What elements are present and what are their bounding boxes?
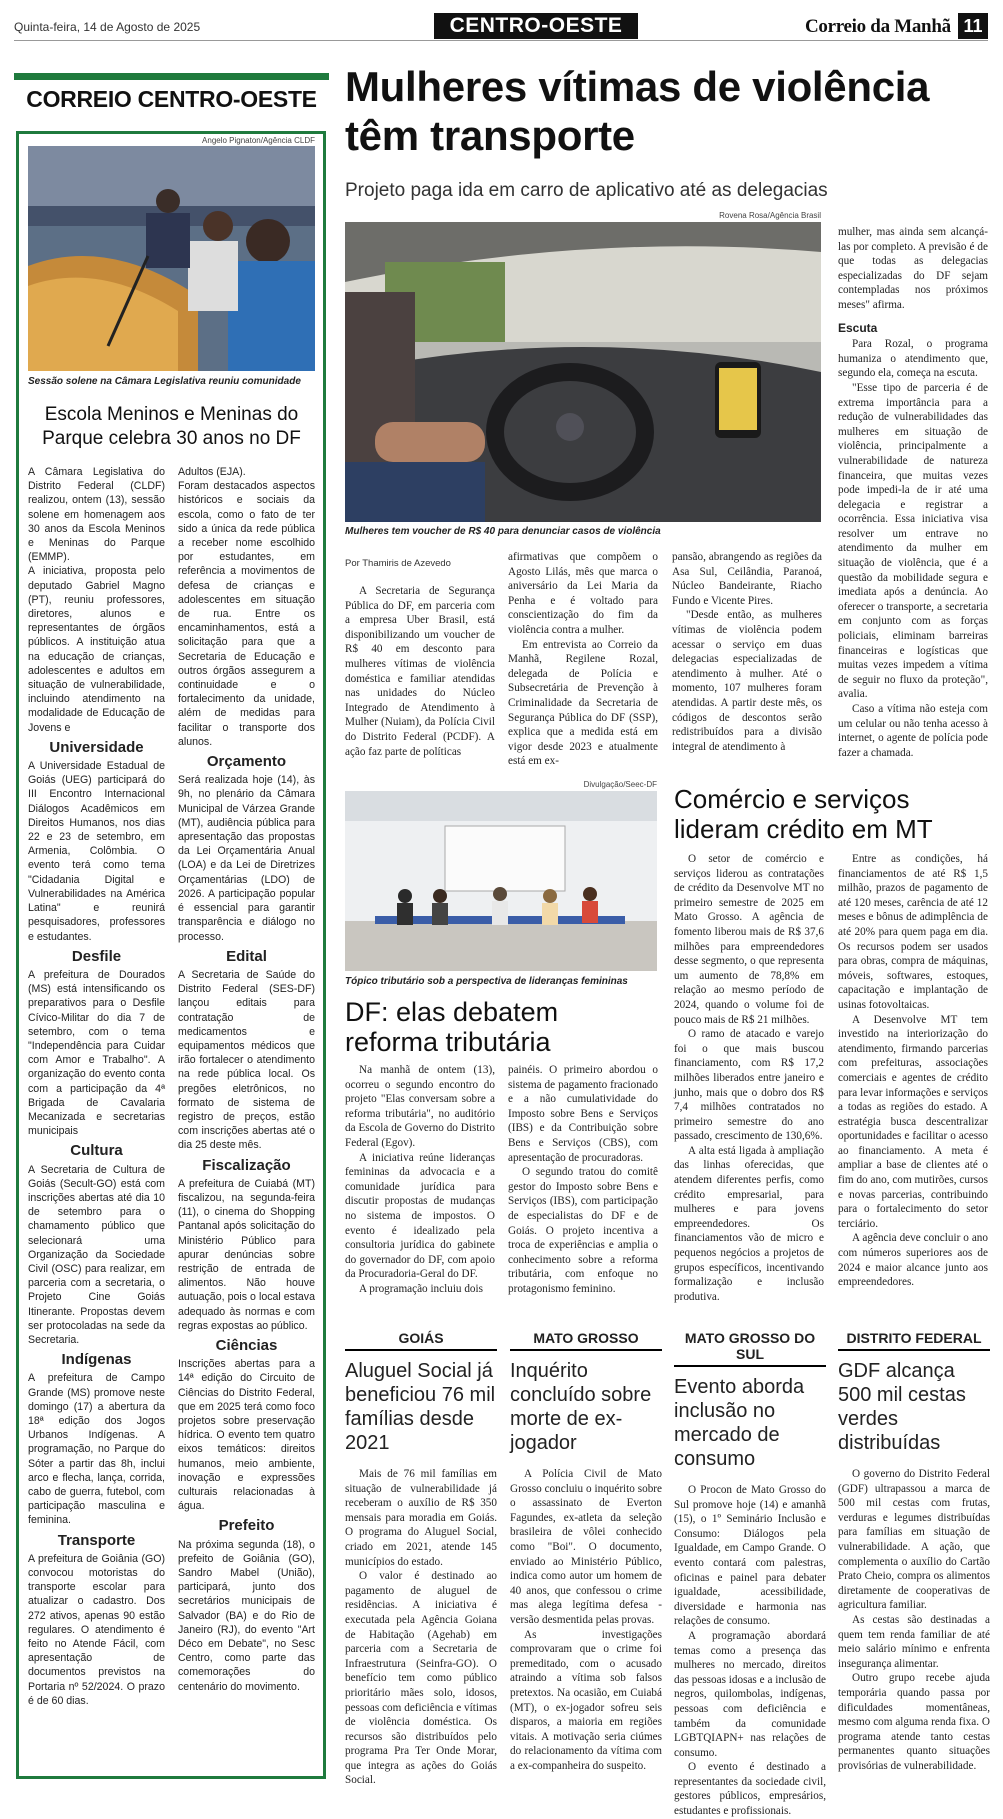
sidebar-title: CORREIO CENTRO-OESTE bbox=[26, 86, 317, 112]
mt-col-1: O setor de comércio e serviços liderou as contratações de crédito da Desenvolve MT no primeiro semestre de 2025 em Mato Grosso. A agência de fomento liberou mais de R$ 37,6 milhões para empreendedores desse segmento, o que representa um aumento de 78,8% em relação ao mesmo período de 2024, quando o volume foi de pouco mais de R$ 21 milhões. O ramo de atacado e varejo foi o que mais buscou financiamento, com R$ 17,2 milhões liberados entre janeiro e junho, mais que o dobro dos R$ 7,4 milhões contratados no primeiro semestre do ano passado, crescimento de 130,6%. A alta está ligada à ampliação das linhas oferecidas, que atendem diferentes perfis, como crédito empresarial, para mulheres e para jovens empreendedores. Os financiamentos vão de micro e pequenos negócios a projetos de grupos específicos, incentivando formalização e inclusão produtiva. bbox=[674, 853, 824, 1303]
main-subhead: Projeto paga ida em carro de aplicativo até as delegacias bbox=[345, 180, 828, 201]
mt-headline: Comércio e serviços lideram crédito em MT bbox=[674, 784, 933, 844]
brand-name: Correio da Manhã bbox=[805, 16, 951, 37]
region-label: MATO GROSSO bbox=[510, 1330, 662, 1351]
legislative-session-photo bbox=[28, 146, 315, 371]
sidebar-photo-credit: Angelo Pignaton/Agência CLDF bbox=[202, 136, 315, 145]
df-photo bbox=[345, 791, 657, 971]
region-mato-grosso-do-sul bbox=[674, 1330, 826, 1819]
df-photo-caption: Tópico tributário sob a perspectiva de lideranças femininas bbox=[345, 976, 628, 987]
main-col-2: afirmativas que compõem o Agosto Lilás, mês que marca o aniversário da Lei Maria da Penha e é voltado para conscientização do fim da violência contra a mulher. Em entrevista ao Correio da Manhã, Regilene Rozal, delegada de Polícia e Subsecretária de Prevenção à Criminalidade da Secretaria de Segurança Pública do DF (SSP), explica que a medida está em vigor desde 2023 e atualmente está em ex- bbox=[508, 551, 658, 768]
panel-debate-photo bbox=[345, 791, 657, 971]
region-body: A Polícia Civil de Mato Grosso concluiu o inquérito sobre o assassinato de Everton Fagundes, ex-atleta da seleção brasileira de vôlei conhecido como "Boi". O documento, enviado ao Ministério Público, indica como autor um homem de 40 anos, que confessou o crime mas alega legítima defesa - versão desmentida pelas provas. As investigações comprovaram que o crime foi premeditado, com o acusado atraindo a vítima sob falsos pretextos. Na ocasião, em Cuiabá (MT), o ex-jogador sofreu seis disparos, a maioria em regiões vitais. A motivação seria ciúmes do relacionamento da vítima com a ex-companheira do suspeito. bbox=[510, 1468, 662, 1772]
main-photo bbox=[345, 222, 821, 522]
sidebar-photo bbox=[28, 146, 315, 371]
header-rule bbox=[14, 40, 988, 41]
region-distrito-federal bbox=[838, 1330, 990, 1773]
region-body: O governo do Distrito Federal (GDF) ultrapassou a marca de 500 mil cestas com frutas, verduras e legumes distribuídas para famílias em situação de vulnerabilidade. A ação, que complementa o auxílio do Cartão Prato Cheio, compra os alimentos diretamente de cooperativas de agricultura familiar. As cestas são destinadas a quem tem renda familiar de até meio salário mínimo e enfrenta insegurança alimentar. Outro grupo recebe ajuda temporária quando passa por dificuldades momentâneas, mesmo com alguma renda fixa. O programa atende tanto cestas permanentes quanto situações provisórias de vulnerabilidade. bbox=[838, 1468, 990, 1772]
region-headline: Aluguel Social já beneficiou 76 mil famílias desde 2021 bbox=[345, 1360, 496, 1454]
region-label: DISTRITO FEDERAL bbox=[838, 1330, 990, 1351]
page-number: 11 bbox=[958, 13, 988, 39]
df-photo-credit: Divulgação/Seec-DF bbox=[583, 780, 657, 789]
sidebar-green-bar bbox=[14, 73, 329, 80]
sidebar-headline: Escola Meninos e Meninas do Parque celebra 30 anos no DF bbox=[42, 404, 301, 449]
main-col-3: pansão, abrangendo as regiões da Asa Sul, Ceilândia, Paranoá, Núcleo Bandeirante, Riacho Fundo e Vicente Pires. "Desde então, as mulheres vítimas de violência podem acessar o serviço em duas delegacias especializadas de atendimento à mulher. Até o momento, 107 mulheres foram atendidas. A partir deste mês, os códigos de descontos serão redistribuídos para a divisão integral de atendimento à bbox=[672, 551, 822, 753]
main-headline: Mulheres vítimas de violência têm transporte bbox=[345, 63, 930, 159]
main-photo-credit: Rovena Rosa/Agência Brasil bbox=[719, 211, 821, 220]
sidebar-col-2: Adultos (EJA). Foram destacados aspectos históricos e sociais da escola, como o fato de ter sido a única da rede pública a receber nome escolhido por estudantes, em referência a movimentos de defesa de crianças e adolescentes em situação de rua. Entre os encaminhamentos, está a solicitação para que a Secretaria de Educação e outros órgãos assegurem a continuidade e o fortalecimento da unidade, além de medidas para facilitar o transporte dos alunos. Orçamento Será realizada hoje (14), às 9h, no plenário da Câmara Municipal de Várzea Grande (MT), audiência pública para apresentação das propostas da Lei Orçamentária Anual (LOA) e da Lei de Diretrizes Orçamentárias (LDO) de 2026. A participação popular é essencial para garantir transparência e diálogo no processo. Edital A Secretaria de Saúde do Distrito Federal (SES-DF) lançou editais para contratação de medicamentos e equipamentos médicos que irão fortalecer o atendimento na rede pública local. Os pregões eletrônicos, no formato de sistema de registro de preços, estão com inscrições abertas até o dia 25 deste mês. Fiscalização A prefeitura de Cuiabá (MT) fiscalizou, na segunda-feira (11), o cinema do Shopping Pantanal após solicitação do Ministério Público para apurar denúncias sobre restrição de entrada de alimentos. Não houve autuação, pois o local estava adequado às normas e com regras expostas ao público. Ciências Inscrições abertas para a 14ª edição do Circuito de Ciências do Distrito Federal, que em 2025 terá como foco projetos sobre preservação hídrica. O evento tem quatro eixos temáticos: direitos humanos, meio ambiente, inovação e expressões culturais relacionadas à água. Prefeito Na próxima segunda (18), o prefeito de Goiânia (GO), Sandro Mabel (União), participará, junto dos secretários municipais de Salvador (BA) e do Rio de Janeiro (RJ), do evento "Art Déco em Debate", no Sesc Centro, como parte das comemorações do centenário do movimento. bbox=[178, 466, 315, 1693]
sidebar-col-1: A Câmara Legislativa do Distrito Federal (CLDF) realizou, ontem (13), sessão solene em homenagem aos 30 anos da Escola Meninos e Meninas do Parque (EMMP). A iniciativa, proposta pelo deputado Gabriel Magno (PT), reuniu professores, diretores, alunos e representantes de órgãos públicos. A instituição atua na educação de crianças, adolescentes e adultos em situação de vulnerabilidade, incluindo atendimento na modalidade de Educação de Jovens e Universidade A Universidade Estadual de Goiás (UEG) participará do III Encontro Internacional Diálogos Acadêmicos em Direitos Humanos, nos dias 22 e 23 de setembro, em Armenia, Colômbia. O evento terá como tema "Cidadania Digital e Vulnerabilidades na América Latina" e reunirá pesquisadores, professores e estudantes. Desfile A prefeitura de Dourados (MS) está intensificando os preparativos para o Desfile Cívico-Militar do dia 7 de setembro, com o tema "Independência para Cuidar com Amor e Trabalho". A organização do evento conta com a participação da 4ª Brigada de Cavalaria Mecanizada e secretarias municipais Cultura A Secretaria de Cultura de Goiás (Secult-GO) está com inscrições abertas até dia 10 de setembro para o chamamento público que selecionará uma Organização da Sociedade Civil (OSC) para realizar, em parceria com a secretaria, o Projeto Cine Goiás Itinerante. Propostas devem ser protocoladas na sede da Secretaria. Indígenas A prefeitura de Campo Grande (MS) promove neste domingo (17) a abertura da 18ª edição dos Jogos Urbanos Indígenas. A programação, no Parque do Sóter a partir das 8h, inclui arco e flecha, lança, corrida, cabo de guerra, futebol, com participação masculina e feminina. Transporte A prefeitura de Goiânia (GO) convocou motoristas do transporte escolar para atualizar o cadastro. Dos 272 ativos, apenas 90 estão regulares. O atendimento é feito no Atende Fácil, com apresentação de documentos previstos na Portaria nº 52/2024. O prazo é de 60 dias. bbox=[28, 466, 165, 1707]
region-headline: Evento aborda inclusão no mercado de consumo bbox=[674, 1376, 805, 1470]
main-byline: Por Thamiris de Azevedo bbox=[345, 558, 451, 569]
main-col-4: mulher, mas ainda sem alcançá-las por completo. A previsão é de que todas as delegacias especializadas do DF sejam contempladas nos próximos meses" afirma. Escuta Para Rozal, o programa humaniza o atendimento que, segundo ela, começa na escuta. "Esse tipo de parceria é de extrema importância para a redução de vulnerabilidades das mulheres em situação de violência, principalmente a vulnerabilidade de natureza financeira, que muitas vezes pode impedi-la de ir até uma delegacia e registrar a ocorrência. Essa iniciativa visa resolver um entrave no atendimento da mulher em situação de violência, que é a questão da mobilidade segura e imediata após a denúncia. Ao oferecer o transporte, a secretaria em conjunto com as forças policiais, eliminam barreiras financeiras e logísticas que muitas vezes impedem a vítima de seguir no fluxo da proteção", avalia. Caso a vítima não esteja com um celular ou não tenha acesso à internet, o agente de polícia pode fazer a chamada. bbox=[838, 226, 988, 759]
car-driver-photo bbox=[345, 222, 821, 522]
region-body: Mais de 76 mil famílias em situação de vulnerabilidade já receberam o auxílio de R$ 350 mensais para moradia em Goiás. O programa do Aluguel Social, criado em 2021, atende 145 municípios do estado. O valor é destinado ao pagamento de aluguel de residências. A iniciativa é executada pela Agência Goiana de Habitação (Agehab) em parceria com a Secretaria de Infraestrutura (Seinfra-GO). O benefício tem como público prioritário mães solo, idosos, pessoas com deficiência e vítimas de violência doméstica. Os recursos são distribuídos pelo programa Pra Ter Onde Morar, que integra as ações do Goiás Social. bbox=[345, 1468, 497, 1787]
region-label: MATO GROSSO DO SUL bbox=[674, 1330, 826, 1367]
region-mato-grosso bbox=[510, 1330, 662, 1773]
sidebar-photo-caption: Sessão solene na Câmara Legislativa reuniu comunidade bbox=[28, 376, 301, 387]
region-headline: GDF alcança 500 mil cestas verdes distribuídas bbox=[838, 1360, 966, 1454]
df-col-1: Na manhã de ontem (13), ocorreu o segundo encontro do projeto "Elas conversam sobre a reforma tributária", no auditório da Escola de Governo do Distrito Federal (Egov). A iniciativa reúne lideranças femininas da advocacia e a comunidade jurídica para discutir propostas de mudanças no sistema de impostos. O evento é idealizado pela consultoria jurídica do gabinete do governador do DF, com apoio da Procuradoria-Geral do DF. A programação incluiu dois bbox=[345, 1064, 495, 1295]
header-date: Quinta-feira, 14 de Agosto de 2025 bbox=[14, 20, 201, 34]
df-col-2: painéis. O primeiro abordou o sistema de pagamento fracionado e a não cumulatividade do Imposto sobre Bens e Serviços (IBS) e da Contribuição sobre Bens e Serviços (CBS), com apresentação de procuradoras. O segundo tratou do comitê gestor do Imposto sobre Bens e Serviços (IBS), com participação de especialistas do DF e de Goiás. O projeto incentiva a troca de experiências e amplia o conhecimento sobre a reforma tributária, com enfoque no protagonismo feminino. bbox=[508, 1064, 658, 1295]
mt-col-2: Entre as condições, há financiamentos de até R$ 1,5 milhão, prazos de pagamento de até 120 meses, carência de até 12 meses e bônus de adimplência de até 20% para quem paga em dia. Os recursos podem ser usados para obras, compra de máquinas, móveis, softwares, estoques, capacitação e implantação de usinas fotovoltaicas. A Desenvolve MT tem investido na interiorização do atendimento, firmando parcerias com prefeituras, associações comerciais e agentes de crédito para levar informações e serviços a todas as regiões do estado. A estratégia busca descentralizar oportunidades e facilitar o acesso ao financiamento. A meta é ampliar a base de clientes até o fim do ano, com mutirões, cursos e novas parcerias, contribuindo para o fortalecimento do setor terciário. A agência deve concluir o ano com números superiores aos de 2024 e maior alcance junto aos empreendedores. bbox=[838, 853, 988, 1289]
region-body: O Procon de Mato Grosso do Sul promove hoje (14) e amanhã (15), o 1º Seminário Inclusão e Consumo: Diálogos pela Igualdade, em Campo Grande. O evento contará com palestras, oficinas e painel para debater igualdade, acessibilidade, diversidade e harmonia nas relações de consumo. A programação abordará temas como a presença das mulheres no mercado, direitos das pessoas idosas e a inclusão de negros, quilombolas, indígenas, pessoas com deficiência e também da comunidade LGBTQIAPN+ nas relações de consumo. O evento é destinado a representantes da sociedade civil, gestores públicos, empresários, estudantes e profissionais. bbox=[674, 1484, 826, 1818]
region-label: GOIÁS bbox=[345, 1330, 497, 1351]
region-headline: Inquérito concluído sobre morte de ex-jogador bbox=[510, 1360, 652, 1454]
main-col-1: A Secretaria de Segurança Pública do DF, em parceria com a empresa Uber Brasil, está disponibilizando um voucher de R$ 40 em desconto para mulheres vítimas de violência doméstica e familiar atendidas nas unidades do Núcleo Integrado de Atendimento à Mulher (Nuiam), da Polícia Civil do Distrito Federal (PCDF). A ação faz parte de políticas bbox=[345, 585, 495, 758]
main-photo-caption: Mulheres tem voucher de R$ 40 para denunciar casos de violência bbox=[345, 526, 661, 537]
section-banner: CENTRO-OESTE bbox=[434, 13, 638, 39]
df-headline: DF: elas debatem reforma tributária bbox=[345, 997, 559, 1057]
region-goias bbox=[345, 1330, 497, 1788]
